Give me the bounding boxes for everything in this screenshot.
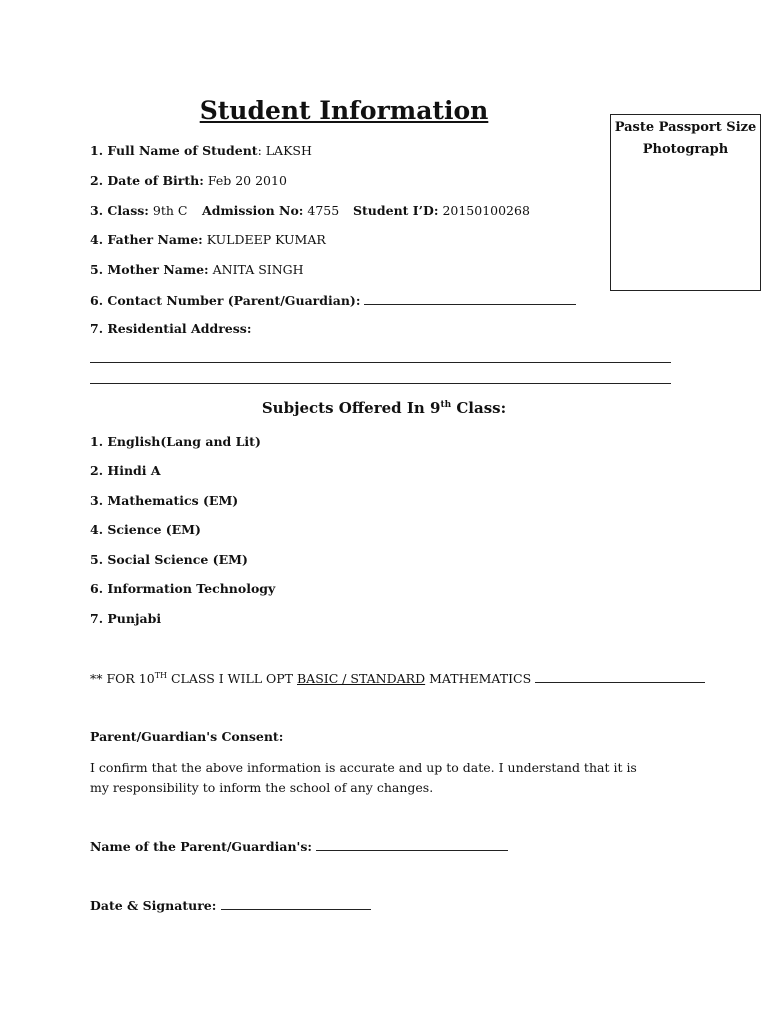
parent-name-label: Name of the Parent/Guardian's: — [90, 839, 313, 854]
dob-label: 2. Date of Birth: — [90, 173, 204, 188]
subject-item: 4. Science (EM) — [90, 522, 201, 537]
subjects-heading — [0, 399, 768, 417]
student-id-label: Student I’D: — [353, 203, 439, 218]
full-name-row — [90, 143, 312, 158]
admission-label: Admission No: — [202, 203, 304, 218]
subject-item: 3. Mathematics (EM) — [90, 493, 239, 508]
mother-name-value: ANITA SINGH — [212, 262, 304, 277]
address-label: 7. Residential Address: — [90, 321, 252, 336]
dob-value: Feb 20 2010 — [207, 173, 287, 188]
subject-item: 1. English(Lang and Lit) — [90, 434, 261, 449]
father-name-label: 4. Father Name: — [90, 232, 203, 247]
subject-item: 2. Hindi A — [90, 463, 161, 478]
father-name-value: KULDEEP KUMAR — [206, 232, 326, 247]
mother-name-label: 5. Mother Name: — [90, 262, 209, 277]
math-option-note — [90, 669, 705, 686]
parent-name-row — [90, 837, 508, 854]
dob-row — [90, 173, 287, 188]
father-name-row — [90, 232, 326, 247]
student-id-value: 20150100268 — [442, 203, 530, 218]
address-field-line-1[interactable] — [90, 362, 671, 363]
math-note-choice: BASIC / STANDARD — [297, 671, 426, 686]
subjects-heading-prefix: Subjects Offered In 9 — [261, 399, 441, 417]
photo-placeholder-box — [610, 114, 761, 291]
parent-name-field[interactable] — [316, 837, 508, 851]
photo-box-line1: Paste Passport Size — [614, 120, 757, 135]
subject-item: 5. Social Science (EM) — [90, 552, 248, 567]
class-label: 3. Class: — [90, 203, 149, 218]
full-name-value: : LAKSH — [257, 143, 312, 158]
address-row — [90, 321, 251, 336]
date-signature-label: Date & Signature: — [90, 898, 217, 913]
math-note-prefix: ** FOR 10 — [90, 671, 155, 686]
contact-number-row — [90, 291, 576, 308]
student-id-row — [353, 203, 530, 218]
class-value: 9th C — [152, 203, 188, 218]
admission-value: 4755 — [307, 203, 340, 218]
class-row — [90, 203, 187, 218]
math-option-field[interactable] — [535, 669, 705, 683]
math-note-suffix: MATHEMATICS — [425, 671, 536, 686]
subjects-heading-suffix: Class: — [451, 399, 507, 417]
math-note-sup: TH — [154, 670, 167, 680]
date-signature-field[interactable] — [221, 896, 371, 910]
admission-row — [202, 203, 339, 218]
contact-number-label: 6. Contact Number (Parent/Guardian): — [90, 293, 361, 308]
subjects-heading-sup: th — [440, 400, 452, 410]
mother-name-row — [90, 262, 304, 277]
subject-item: 7. Punjabi — [90, 611, 162, 626]
full-name-label: 1. Full Name of Student — [90, 143, 258, 158]
subject-item: 6. Information Technology — [90, 581, 276, 596]
page-title: Student Information — [199, 96, 489, 125]
contact-number-field[interactable] — [364, 291, 576, 305]
photo-box-line2: Photograph — [642, 142, 729, 157]
math-note-middle: CLASS I WILL OPT — [167, 671, 297, 686]
consent-title: Parent/Guardian's Consent: — [90, 729, 284, 744]
address-field-line-2[interactable] — [90, 383, 671, 384]
consent-text: I confirm that the above information is accurate and up to date. I understand that it is my responsibility to inform the school of any changes. — [90, 760, 637, 795]
date-signature-row — [90, 896, 371, 913]
